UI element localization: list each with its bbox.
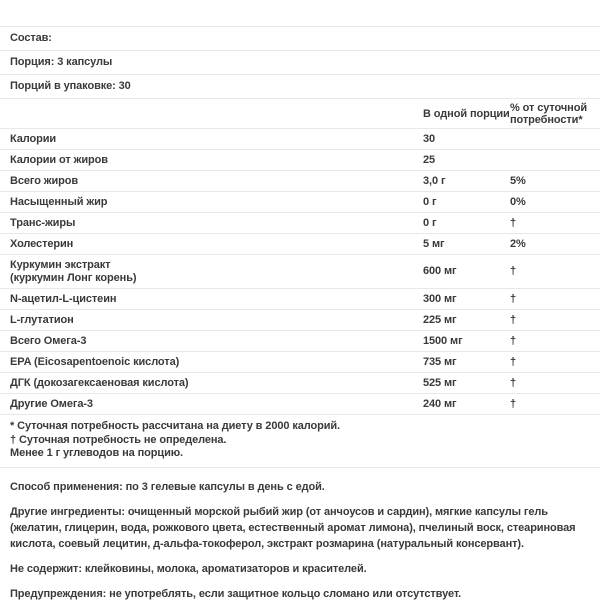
table-row-total-fat <box>0 171 600 192</box>
table-row-curcumin-extract <box>0 255 600 289</box>
table-row-n-acetyl-l-cysteine <box>0 289 600 310</box>
nutrient-label: EPA (Eicosapentoenoic кислота) <box>10 355 180 368</box>
supplement-facts-table <box>0 99 600 415</box>
table-row-trans-fat <box>0 213 600 234</box>
nutrient-label-line2: (куркумин Лонг корень) <box>10 271 137 284</box>
nutrient-amount: 3,0 г <box>423 174 446 187</box>
details-paragraphs <box>0 468 600 600</box>
table-row-calories <box>0 129 600 150</box>
nutrient-dv: † <box>510 265 517 277</box>
nutrient-amount: 5 мг <box>423 237 445 250</box>
table-row-other-omega-3 <box>0 394 600 415</box>
footnotes <box>0 415 600 468</box>
table-row-calories-from-fat <box>0 150 600 171</box>
warnings-paragraph: Предупреждения: не употреблять, если защитное кольцо сломано или отсутствует. <box>10 587 462 600</box>
composition-row <box>0 27 600 51</box>
nutrient-label: Насыщенный жир <box>10 195 108 208</box>
table-row-epa <box>0 352 600 373</box>
table-row-cholesterol <box>0 234 600 255</box>
nutrient-dv: 5% <box>510 174 526 187</box>
nutrient-amount: 225 мг <box>423 313 457 326</box>
footnote-carbs: Менее 1 г углеводов на порцию. <box>10 447 184 459</box>
nutrient-dv: † <box>510 397 517 410</box>
table-row-saturated-fat <box>0 192 600 213</box>
servings-per-container-label: Порций в упаковке: 30 <box>10 80 131 92</box>
nutrient-label-line1: Куркумин экстракт <box>10 258 111 271</box>
footnote-daily-value: * Суточная потребность рассчитана на диету в 2000 калорий. <box>10 420 341 432</box>
nutrient-amount: 1500 мг <box>423 334 463 347</box>
serving-info <box>0 26 600 99</box>
nutrient-dv: † <box>510 376 517 389</box>
nutrient-label: Транс-жиры <box>10 216 76 229</box>
other-ingredients-paragraph: Другие ингредиенты: очищенный морской рыбий жир (от анчоусов и сардин), мягкие капсулы гель (желатин, глицерин, вода, рожкового цвета, естественный аромат лимона), пчелиный воск, стеариновая кислота, соевый лецитин, д-альфа-токоферол, экстракт розмарина (натуральный консервант). <box>10 505 576 550</box>
nutrient-amount: 240 мг <box>423 397 457 410</box>
nutrient-label: Всего жиров <box>10 174 79 187</box>
nutrient-dv: † <box>510 216 517 229</box>
nutrient-dv: † <box>510 313 517 326</box>
nutrient-dv: 2% <box>510 237 526 250</box>
servings-per-container-row <box>0 75 600 99</box>
nutrient-label: N-ацетил-L-цистеин <box>10 292 117 305</box>
nutrient-amount: 600 мг <box>423 265 457 277</box>
free-of-paragraph: Не содержит: клейковины, молока, ароматизаторов и красителей. <box>10 562 367 575</box>
nutrient-amount: 30 <box>423 132 436 145</box>
table-row-total-omega-3 <box>0 331 600 352</box>
composition-label: Состав: <box>10 32 52 44</box>
nutrient-amount: 0 г <box>423 195 437 208</box>
nutrient-label: Калории от жиров <box>10 153 108 166</box>
nutrient-label: Всего Омега-3 <box>10 334 87 347</box>
nutrient-dv: † <box>510 292 517 305</box>
nutrient-label: Другие Омега-3 <box>10 397 93 410</box>
nutrient-dv: † <box>510 355 517 368</box>
nutrient-label: Калории <box>10 132 57 145</box>
nutrient-amount: 25 <box>423 153 436 166</box>
table-header-row <box>0 99 600 129</box>
header-amount-per-serving: В одной порции <box>423 107 510 120</box>
nutrient-dv: 0% <box>510 195 526 208</box>
nutrient-dv: † <box>510 334 517 347</box>
nutrient-label: L-глутатион <box>10 313 74 326</box>
nutrient-amount: 300 мг <box>423 292 457 305</box>
nutrient-label: Холестерин <box>10 237 74 250</box>
header-daily-value: % от суточной потребности* <box>510 101 587 126</box>
nutrient-label: ДГК (докозагексаеновая кислота) <box>10 376 189 389</box>
directions-paragraph: Способ применения: по 3 гелевые капсулы в день с едой. <box>10 480 325 493</box>
table-row-l-glutathione <box>0 310 600 331</box>
serving-size-label: Порция: 3 капсулы <box>10 56 113 68</box>
table-row-dha <box>0 373 600 394</box>
nutrient-amount: 735 мг <box>423 355 457 368</box>
nutrient-label <box>10 259 423 285</box>
serving-size-row <box>0 51 600 75</box>
nutrient-amount: 0 г <box>423 216 437 229</box>
nutrient-amount: 525 мг <box>423 376 457 389</box>
footnote-dv-not-established: † Суточная потребность не определена. <box>10 433 227 446</box>
